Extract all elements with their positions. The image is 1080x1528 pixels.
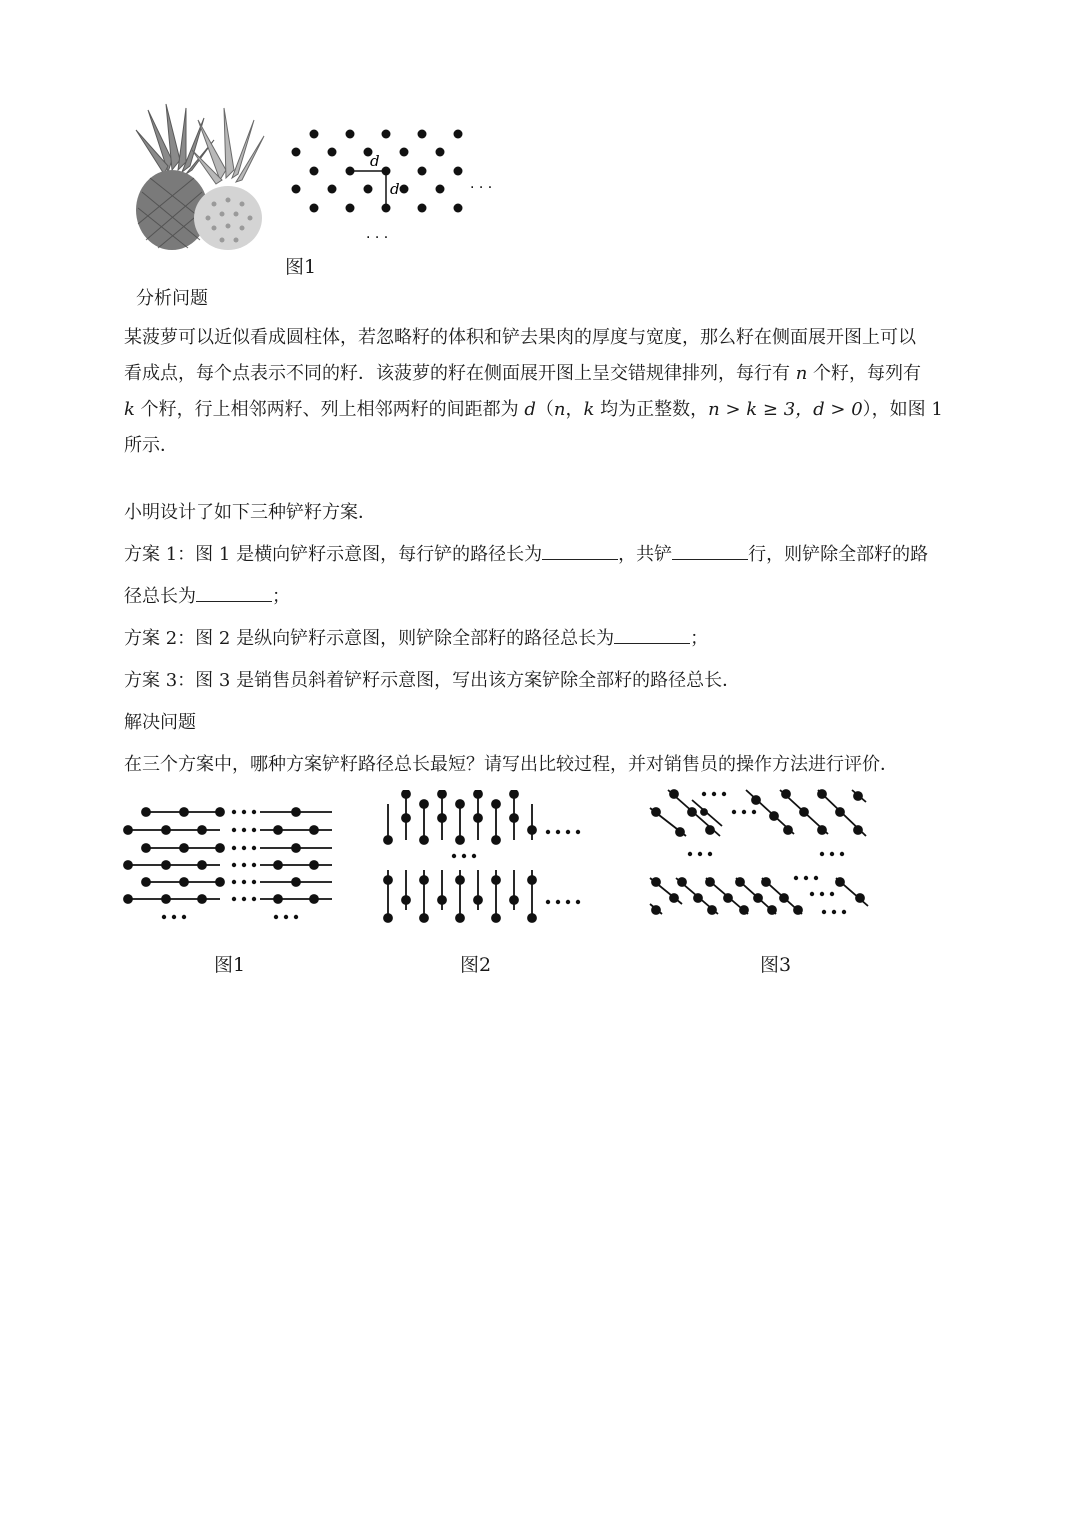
para-line-3: k 个籽，行上相邻两籽、列上相邻两籽的间距都为 d（n，k 均为正整数，n > k ≥ 3，d > 0），如图 1 [124,399,943,420]
plan1-line2: 径总长为 ； [124,582,290,608]
pineapple-photo [128,100,270,250]
figure-vertical-shoveling [378,790,588,926]
para-line-1: 某菠萝可以近似看成圆柱体，若忽略籽的体积和铲去果肉的厚度与宽度，那么籽在侧面展开图上可以 [124,327,916,348]
figure-diagonal-shoveling [646,786,870,926]
answer-blank-1[interactable] [542,541,618,560]
problem-paragraph [124,320,960,464]
figure-horizontal-shoveling [120,804,340,928]
section-heading-analyze: 分析问题 [136,288,208,309]
distance-label-horizontal: d [370,152,380,170]
figure-bottom-caption-1: 图1 [214,954,246,976]
plan2-line: 方案 2：图 2 是纵向铲籽示意图，则铲除全部籽的路径总长为 ； [124,624,708,650]
figure-bottom-caption-2: 图2 [460,954,492,976]
ellipsis-bottom: · · · [366,230,389,246]
plan3-line: 方案 3：图 3 是销售员斜着铲籽示意图，写出该方案铲除全部籽的路径总长． [124,670,741,691]
plan1-line1: 方案 1：图 1 是横向铲籽示意图，每行铲的路径长为 ，共铲 行，则铲除全部籽的路 [124,540,928,566]
para-line-4: 所示． [124,435,178,456]
figure-top-caption: 图1 [285,256,317,278]
section-heading-solve: 解决问题 [124,712,196,733]
answer-blank-3[interactable] [196,583,272,602]
question-line: 在三个方案中，哪种方案铲籽路径总长最短？请写出比较过程，并对销售员的操作方法进行评价． [124,754,898,775]
design-intro: 小明设计了如下三种铲籽方案． [124,502,376,523]
figure-bottom-caption-3: 图3 [760,954,792,976]
ellipsis-right: · · · [470,180,493,196]
answer-blank-4[interactable] [614,625,690,644]
answer-blank-2[interactable] [672,541,748,560]
distance-label-vertical: d [390,180,400,198]
para-line-2: 看成点，每个点表示不同的籽．该菠萝的籽在侧面展开图上呈交错规律排列，每行有 n 个籽，每列有 [124,363,922,384]
seed-lattice-figure [286,124,510,250]
